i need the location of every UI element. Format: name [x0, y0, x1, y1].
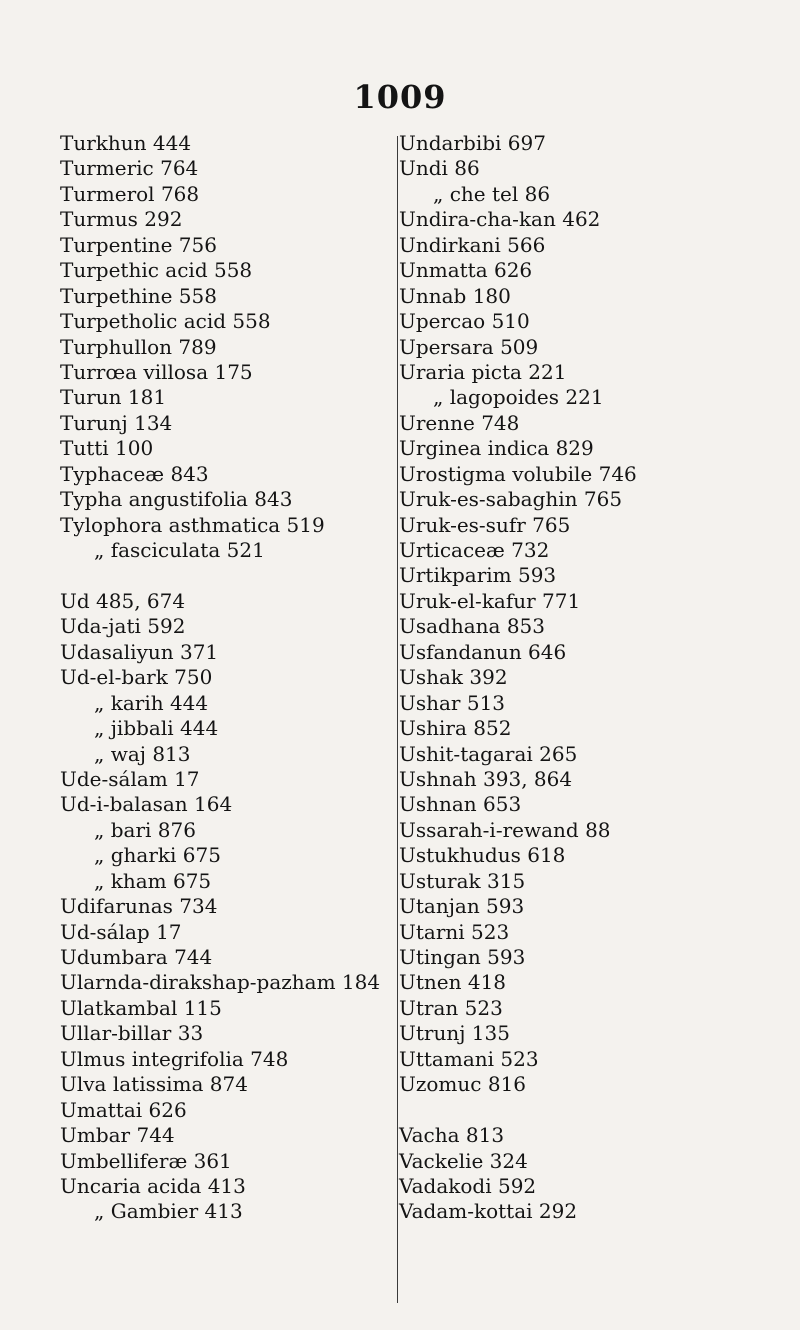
index-entry: „ waj 813	[94, 741, 191, 766]
index-entry: Umattai 626	[60, 1097, 187, 1122]
index-entry: Ud 485, 674	[60, 588, 186, 613]
index-entry: Urenne 748	[399, 410, 520, 435]
index-entry: Vacha 813	[399, 1123, 505, 1148]
index-entry: Ud-sálap 17	[60, 919, 182, 944]
index-entry: Urticaceæ 732	[399, 538, 550, 562]
index-entry: Vackelie 324	[399, 1148, 528, 1173]
index-entry: Uruk-el-kafur 771	[399, 588, 581, 613]
index-column-left	[60, 131, 390, 1225]
index-entry: Uttamani 523	[399, 1046, 539, 1071]
index-entry: Ud-i-balasan 164	[60, 792, 233, 817]
index-entry: Utarni 523	[399, 919, 510, 944]
index-entry: Turun 181	[60, 385, 167, 410]
index-entry: „ karih 444	[94, 690, 209, 715]
index-entry: Upercao 510	[399, 309, 530, 334]
index-entry: Ulatkambal 115	[60, 995, 222, 1020]
index-entry: Udasaliyun 371	[60, 639, 219, 664]
index-entry: Turmerol 768	[60, 181, 200, 206]
index-entry: „ che tel 86	[433, 181, 551, 206]
index-entry: Tutti 100	[60, 436, 154, 461]
index-entry: Utran 523	[399, 995, 503, 1020]
index-entry: „ bari 876	[94, 817, 196, 842]
index-entry: „ fasciculata 521	[94, 538, 265, 562]
index-entry: Turpethic acid 558	[60, 258, 253, 283]
index-entry: Ushar 513	[399, 690, 506, 715]
index-entry: Utanjan 593	[399, 894, 525, 919]
index-entry: Ullar-billar 33	[60, 1021, 204, 1046]
index-entry: Undira-cha-kan 462	[399, 207, 601, 232]
index-entry: Utingan 593	[399, 945, 526, 969]
index-entry: „ gharki 675	[94, 843, 221, 868]
index-entry: Undirkani 566	[399, 232, 546, 257]
index-entry: Uruk-es-sabaghin 765	[399, 487, 623, 512]
index-entry: Turpethine 558	[60, 283, 217, 308]
index-entry: „ lagopoides 221	[433, 385, 604, 410]
index-entry: Vadam-kottai 292	[399, 1199, 578, 1224]
index-entry: Udifarunas 734	[60, 894, 218, 919]
index-entry: „ jibbali 444	[94, 716, 219, 741]
index-entry: Upersara 509	[399, 334, 539, 359]
index-entry: Urtikparim 593	[399, 563, 557, 588]
index-entry: Udumbara 744	[60, 945, 213, 969]
index-entry: Turphullon 789	[60, 334, 217, 359]
column-divider	[397, 136, 398, 1303]
index-entry: Utnen 418	[399, 970, 507, 995]
index-entry: Ularnda-dirakshap-pazham 184	[60, 970, 381, 995]
index-entry: Ushak 392	[399, 665, 508, 690]
index-entry: Urginea indica 829	[399, 436, 594, 461]
index-entry: Ushira 852	[399, 716, 512, 741]
index-entry: Urostigma volubile 746	[399, 461, 637, 486]
index-entry: Ussarah-i-rewand 88	[399, 817, 611, 842]
index-entry: Undi 86	[399, 156, 480, 181]
index-entry: Uraria picta 221	[399, 359, 567, 384]
index-entry: Vadakodi 592	[399, 1173, 537, 1198]
index-entry: Umbar 744	[60, 1123, 175, 1148]
index-entry: Uruk-es-sufr 765	[399, 512, 571, 537]
index-entry: Turpetholic acid 558	[60, 309, 271, 334]
index-entry: Typhaceæ 843	[60, 461, 209, 486]
index-entry: Utrunj 135	[399, 1021, 510, 1046]
index-entry: Turrœa villosa 175	[60, 359, 253, 384]
index-entry: Umbelliferæ 361	[60, 1148, 232, 1173]
index-entry: Ulmus integrifolia 748	[60, 1046, 289, 1071]
index-entry: Ulva latissima 874	[60, 1072, 248, 1097]
index-entry: „ Gambier 413	[94, 1199, 243, 1224]
index-entry: Uzomuc 816	[399, 1072, 527, 1097]
index-entry: Ushit-tagarai 265	[399, 741, 578, 766]
index-entry: Unnab 180	[399, 283, 511, 308]
index-entry: Tylophora asthmatica 519	[60, 512, 325, 537]
index-entry: Uncaria acida 413	[60, 1173, 246, 1198]
index-entry: Ustukhudus 618	[399, 843, 566, 868]
index-entry: Typha angustifolia 843	[60, 487, 293, 512]
index-entry: „ kham 675	[94, 868, 212, 893]
index-column-right	[399, 131, 759, 1225]
index-entry: Ushnan 653	[399, 792, 522, 817]
index-entry: Usadhana 853	[399, 614, 545, 639]
index-entry: Turunj 134	[60, 410, 173, 435]
index-entry: Usturak 315	[399, 868, 526, 893]
index-entry: Ushnah 393, 864	[399, 766, 573, 791]
index-entry: Usfandanun 646	[399, 639, 567, 664]
index-entry: Ud-el-bark 750	[60, 665, 213, 690]
index-entry: Turmus 292	[60, 207, 183, 232]
index-entry: Uda-jati 592	[60, 614, 186, 639]
index-entry: Unmatta 626	[399, 258, 533, 283]
index-entry: Turmeric 764	[60, 156, 199, 181]
index-entry: Undarbibi 697	[399, 131, 546, 155]
page-number: 1009	[353, 78, 447, 116]
index-entry: Ude-sálam 17	[60, 766, 200, 791]
index-entry: Turpentine 756	[60, 232, 217, 257]
index-entry: Turkhun 444	[60, 131, 192, 155]
